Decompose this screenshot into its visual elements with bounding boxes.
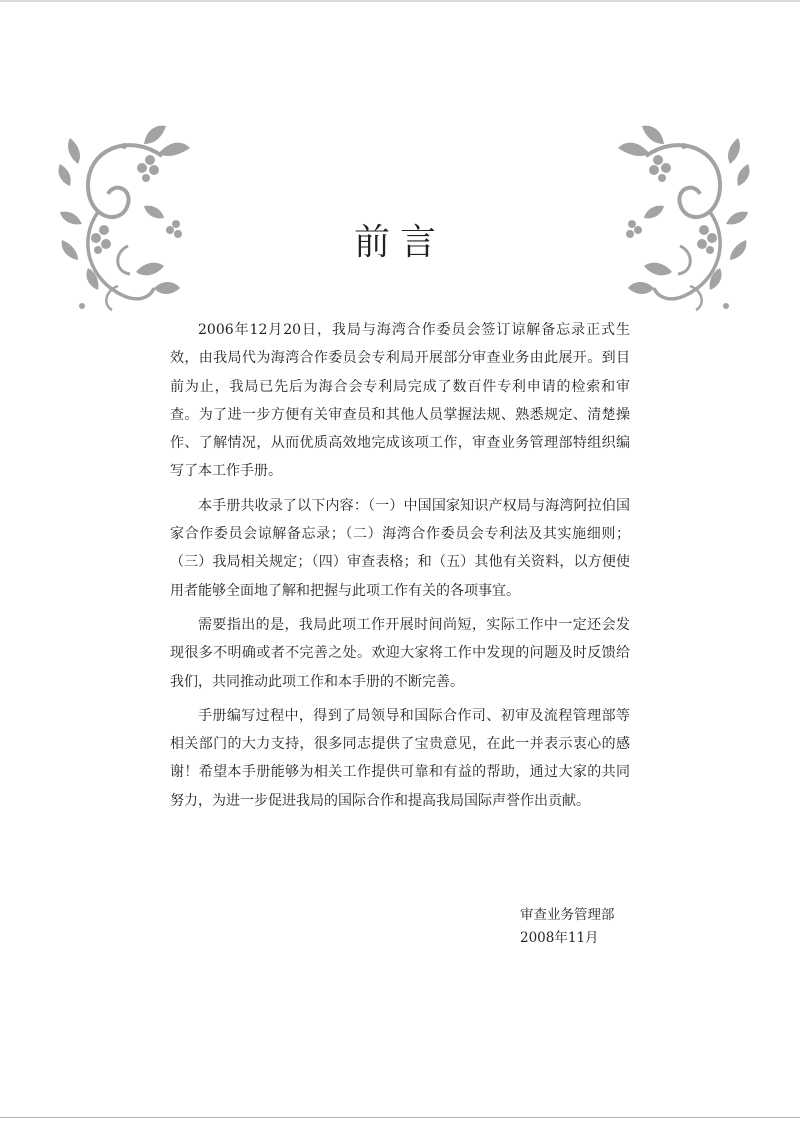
- signature-date: 2008年11月: [520, 930, 599, 946]
- paragraph: 手册编写过程中，得到了局领导和国际合作司、初审及流程管理部等相关部门的大力支持，很多同志提供了宝贵意见，在此一并表示衷心的感谢！希望本手册能够为相关工作提供可靠和有益的帮助，通过大家的共同努力，为进一步促进我局的国际合作和提高我局国际声誉作出贡献。: [170, 707, 630, 809]
- paragraph: 需要指出的是，我局此项工作开展时间尚短，实际工作中一定还会发现很多不明确或者不完善之处。欢迎大家将工作中发现的问题及时反馈给我们，共同推动此项工作和本手册的不断完善。: [170, 616, 630, 690]
- paragraph: 本手册共收录了以下内容：（一）中国国家知识产权局与海湾阿拉伯国家合作委员会谅解备忘录；（二）海湾合作委员会专利法及其实施细则；（三）我局相关规定；（四）审查表格；和（五）其他有关资料，以方便使用者能够全面地了解和把握与此项工作有关的各项事宜。: [170, 497, 630, 599]
- preface-body: [170, 316, 630, 821]
- page-title: 前言: [353, 222, 446, 263]
- signature-block: [520, 904, 615, 950]
- page-bottom-edge: [0, 1117, 800, 1118]
- page-top-edge: [0, 0, 800, 2]
- signature-department: 审查业务管理部: [520, 907, 615, 923]
- paragraph: 2006年12月20日，我局与海湾合作委员会签订谅解备忘录正式生效，由我局代为海湾合作委员会专利局开展部分审查业务由此展开。到目前为止，我局已先后为海合会专利局完成了数百件专利申请的检索和审查。为了进一步方便有关审查员和其他人员掌握法规、熟悉规定、清楚操作、了解情况，从而优质高效地完成该项工作，审查业务管理部特组织编写了本工作手册。: [170, 322, 630, 480]
